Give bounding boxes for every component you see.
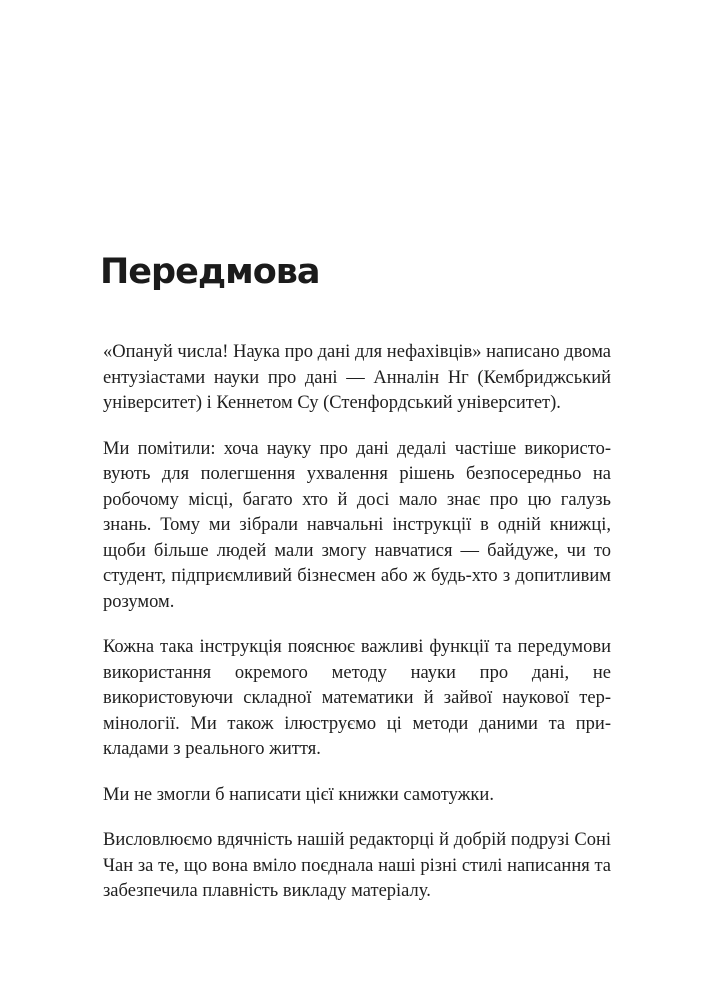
paragraph-3: Кожна така інструкція пояснює важливі функції та передумови використання окремого методу науки про дані, не використовуючи складної математики й зайвої наукової термінології. Ми також ілюструємо ці методи даними та прикладами з реального життя. [103,637,611,759]
paragraph-1: «Опануй числа! Наука про дані для нефахівців» написано двома ентузіастами науки про дані — Анналін Нг (Кембриджський університет) і Кеннетом Су (Стенфордський університет). [103,342,611,413]
paragraph-5: Висловлюємо вдячність нашій редакторці й добрій подрузі Соні Чан за те, що вона вміло поєднала наші різні стилі написання та забезпечила плавність викладу матеріалу. [103,830,611,901]
paragraph-4: Ми не змогли б написати цієї книжки самотужки. [103,784,494,805]
paragraph-2: Ми помітили: хоча науку про дані дедалі частіше використовують для полегшення ухвалення рішень безпосередньо на робочому місці, багато хто й досі мало знає про цю галузь знань. Тому ми зібрали навчальні інструкції в одній книжці, щоби більше людей мали змогу навчатися — байдуже, чи то студент, підприємливий бізнесмен або ж будь-хто з допитливим розумом. [103,438,611,612]
body-text [103,340,611,925]
page-title: Передмова [100,252,320,292]
